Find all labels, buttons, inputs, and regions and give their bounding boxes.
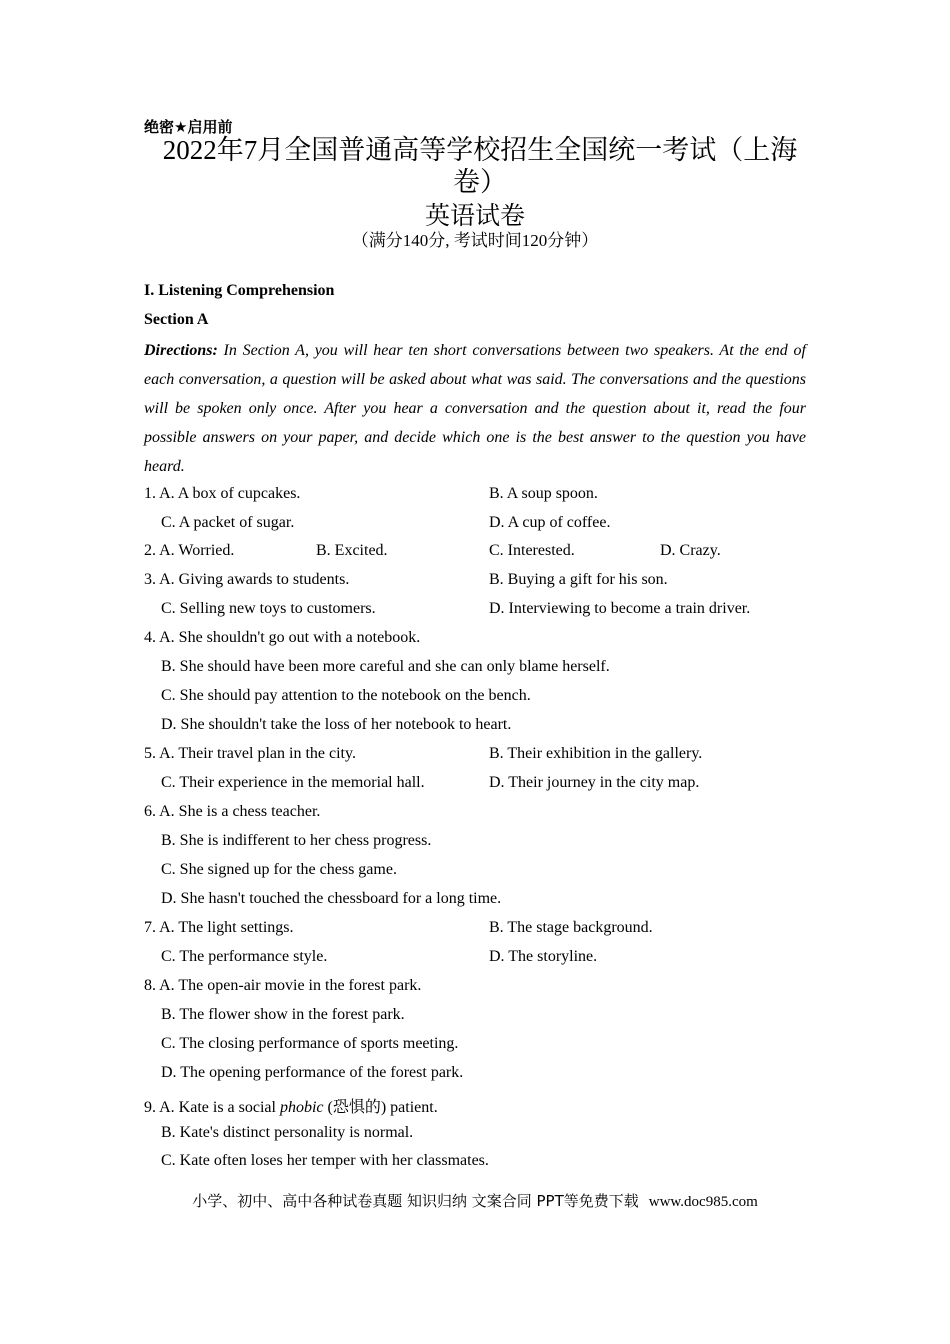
option-9a-prefix: 9. A. Kate is a social — [144, 1099, 280, 1116]
option-3a: 3. A. Giving awards to students. — [144, 571, 350, 588]
option-9b: B. Kate's distinct personality is normal. — [161, 1124, 414, 1141]
option-8d: D. The opening performance of the forest park. — [161, 1064, 464, 1081]
option-3c: C. Selling new toys to customers. — [161, 600, 376, 617]
score-info: （满分140分, 考试时间120分钟） — [351, 231, 599, 250]
option-5a: 5. A. Their travel plan in the city. — [144, 745, 356, 762]
footer — [0, 1190, 950, 1211]
footer-link[interactable]: www.doc985.com — [648, 1194, 758, 1210]
option-1c: C. A packet of sugar. — [161, 514, 295, 531]
directions — [144, 336, 806, 481]
option-9a-suffix: (恐惧的) patient. — [323, 1099, 438, 1116]
directions-text: In Section A, you will hear ten short conversations between two speakers. At the end of each conversation, a question will be asked about what was said. The conversations and the questions will be spoken only once. After you hear a conversation and the question about it, read the four possible answers on your paper, and decide which one is the best answer to the question you have heard. — [144, 342, 806, 475]
option-9a — [144, 1094, 438, 1117]
option-9c: C. Kate often loses her temper with her classmates. — [161, 1152, 489, 1169]
option-1a: 1. A. A box of cupcakes. — [144, 485, 301, 502]
exam-title: 2022年7月全国普通高等学校招生全国统一考试（上海卷） — [162, 135, 798, 197]
option-4d: D. She shouldn't take the loss of her notebook to heart. — [161, 716, 512, 733]
option-7a: 7. A. The light settings. — [144, 919, 294, 936]
option-6c: C. She signed up for the chess game. — [161, 861, 397, 878]
option-5d: D. Their journey in the city map. — [489, 774, 700, 791]
option-2d: D. Crazy. — [660, 542, 721, 559]
option-9a-term: phobic — [279, 1099, 324, 1116]
option-2b: B. Excited. — [316, 542, 388, 559]
option-8a: 8. A. The open-air movie in the forest park. — [144, 977, 422, 994]
option-4b: B. She should have been more careful and she can only blame herself. — [161, 658, 610, 675]
option-3b: B. Buying a gift for his son. — [489, 571, 668, 588]
exam-subtitle: 英语试卷 — [424, 203, 525, 230]
option-8b: B. The flower show in the forest park. — [161, 1006, 405, 1023]
option-1d: D. A cup of coffee. — [489, 514, 611, 531]
option-2a: 2. A. Worried. — [144, 542, 235, 559]
option-2c: C. Interested. — [489, 542, 575, 559]
option-5b: B. Their exhibition in the gallery. — [489, 745, 703, 762]
confidential-mark: 绝密★启用前 — [144, 118, 233, 136]
option-1b: B. A soup spoon. — [489, 485, 598, 502]
part-title: I. Listening Comprehension — [144, 282, 335, 299]
option-6a: 6. A. She is a chess teacher. — [144, 803, 321, 820]
option-7c: C. The performance style. — [161, 948, 328, 965]
option-7d: D. The storyline. — [489, 948, 598, 965]
option-6b: B. She is indifferent to her chess progress. — [161, 832, 432, 849]
footer-text: 小学、初中、高中各种试卷真题 知识归纳 文案合同 PPT等免费下载 — [192, 1192, 639, 1210]
option-4a: 4. A. She shouldn't go out with a notebook. — [144, 629, 421, 646]
option-4c: C. She should pay attention to the notebook on the bench. — [161, 687, 531, 704]
section-title: Section A — [144, 311, 209, 328]
option-8c: C. The closing performance of sports meeting. — [161, 1035, 459, 1052]
option-6d: D. She hasn't touched the chessboard for a long time. — [161, 890, 502, 907]
directions-label: Directions: — [144, 342, 218, 359]
option-5c: C. Their experience in the memorial hall. — [161, 774, 425, 791]
option-7b: B. The stage background. — [489, 919, 653, 936]
option-3d: D. Interviewing to become a train driver. — [489, 600, 751, 617]
